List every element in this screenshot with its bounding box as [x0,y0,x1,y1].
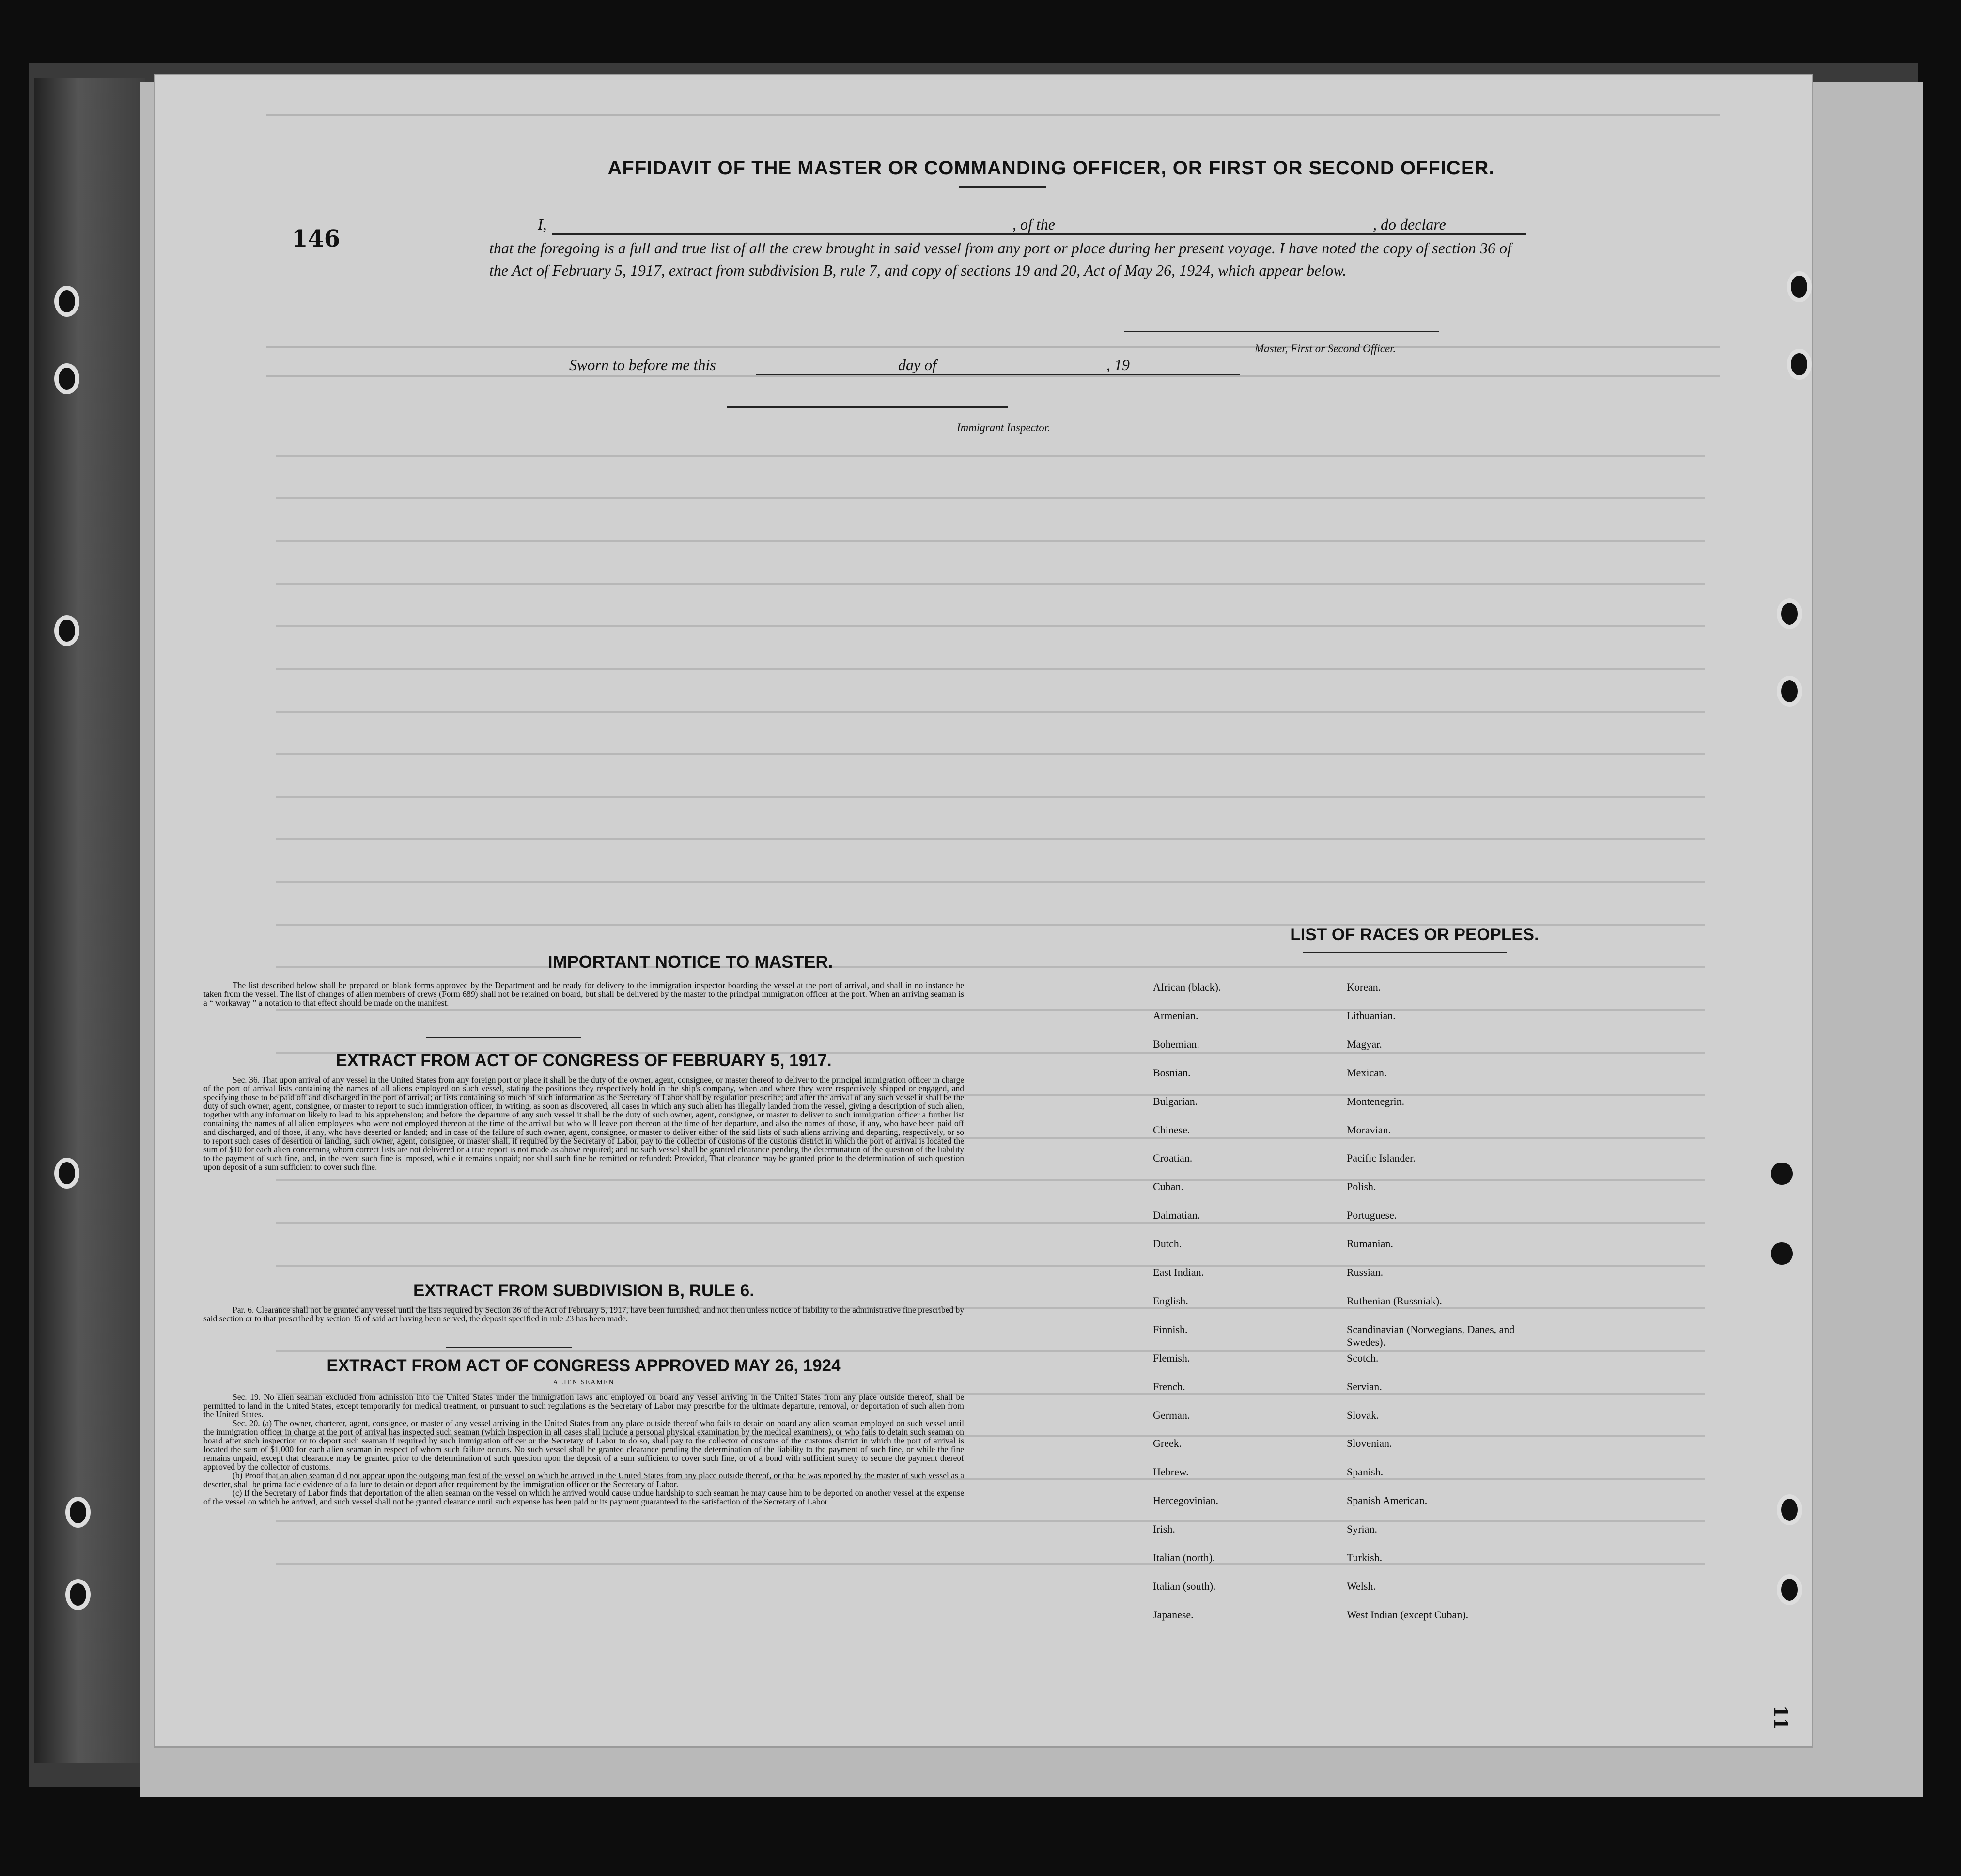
race-item: Scandinavian (Norwegians, Danes, and Swedes). [1347,1323,1515,1348]
master-signature-line [1124,331,1439,332]
race-item: German. [1153,1409,1190,1421]
notice-title: IMPORTANT NOTICE TO MASTER. [547,952,833,972]
extract-1924-body [203,1393,964,1506]
extract-rule6-title: EXTRACT FROM SUBDIVISION B, RULE 6. [413,1281,754,1300]
sworn-blank [756,374,1240,375]
binder-hole [1787,349,1812,380]
extract-rule6-body: Par. 6. Clearance shall not be granted any vessel until the lists required by Section 36 of the Act of February 5, 1917, have been furnished, and not then unless notice of liability to the administrative fine prescribed by said section or to that prescribed by section 35 of said act having been served, the deposit specified in rule 23 has been made. [203,1305,964,1323]
race-item: Japanese. [1153,1608,1194,1621]
vessel-blank [1075,233,1526,235]
inspector-signature-label: Immigrant Inspector. [957,421,1050,434]
race-item: Irish. [1153,1523,1175,1535]
punch-hole [1771,1242,1793,1265]
race-item: Welsh. [1347,1580,1376,1592]
binder-hole [54,615,79,646]
race-item: Pacific Islander. [1347,1152,1416,1164]
race-item: Moravian. [1347,1123,1391,1136]
race-item: Armenian. [1153,1009,1198,1022]
race-item: Slovak. [1347,1409,1379,1421]
sworn-prefix: Sworn to before me this [569,356,716,373]
notice-body: The list described below shall be prepared on blank forms approved by the Department and be ready for delivery to the immigration inspector boarding the vessel at the port of arrival, and shall in no instance be taken from the vessel. The list of changes of alien members of crews (Form 689) shall not be retained on board, but shall be delivered by the master to the principal immigration officer at the port. When an arriving seaman is a “ workaway ” a notation to that effect should be made on the manifest. [203,980,964,1008]
race-item: Korean. [1347,981,1381,993]
race-item: Flemish. [1153,1351,1190,1364]
do-declare-label: , do declare [1371,216,1446,233]
race-item: Bulgarian. [1153,1095,1198,1107]
binder-hole [1777,1494,1802,1525]
race-item: Bosnian. [1153,1066,1191,1079]
race-item: Syrian. [1347,1523,1377,1535]
rule6-rule [446,1347,572,1348]
race-item: Scotch. [1347,1351,1379,1364]
affidavit-body: that the foregoing is a full and true list of all the crew brought in said vessel from any port or place during her present voyage. I have noted the copy of section 36 of the Act of February 5, 1917, extract from subdivision B, rule 7, and copy of sections 19 and 20, Act of May 26, 1924, which appear below. [489,239,1511,279]
race-item: Greek. [1153,1437,1182,1450]
binder-hole [54,363,79,394]
races-title: LIST OF RACES OR PEOPLES. [1290,925,1539,944]
race-item: Servian. [1347,1380,1382,1393]
race-item: Turkish. [1347,1551,1383,1564]
corner-mark: 11 [1770,1705,1791,1730]
race-item: Hebrew. [1153,1466,1189,1478]
race-item: Mexican. [1347,1066,1387,1079]
race-item: Chinese. [1153,1123,1190,1136]
race-item: Croatian. [1153,1152,1193,1164]
affidavit-page [155,75,1812,1746]
binder-hole [1787,271,1812,302]
race-item: Dalmatian. [1153,1209,1200,1222]
binder-hole [65,1579,91,1610]
races-left-column [1153,981,1356,1717]
race-item: Lithuanian. [1347,1009,1396,1022]
races-rule [1303,952,1507,953]
race-item: Spanish American. [1347,1494,1428,1507]
binder-hole [54,286,79,317]
notice-rule [426,1037,581,1038]
title-rule [959,186,1046,188]
binder-hole [54,1158,79,1189]
race-item: Magyar. [1347,1038,1382,1050]
race-item: Dutch. [1153,1238,1182,1250]
year-label: , 19 [1105,356,1130,374]
day-of-label: day of [896,356,938,374]
sec-20c: (c) If the Secretary of Labor finds that deportation of the alien seaman on the vessel on which he arrived would cause undue hardship to such seaman he may cause him to be deported on another vessel at the expense of the vessel on which he arrived, and such vessel shall not be granted clearance until such expense has been paid or its payment guaranteed to the satisfaction of the Secretary of Labor. [203,1488,964,1506]
sec-20a: Sec. 20. (a) The owner, charterer, agent, consignee, or master of any vessel arriving in the United States from any place outside thereof who fails to detain on board any alien seaman employed on such vessel until the immigration officer in charge at the port of arrival has inspected such seaman (which inspection in all cases shall include a personal physical examination by the medical examiners), or who fails to detain such seaman on board after such inspection or to deport such seaman if required by such immigration officer or the Secretary of Labor to do so, shall pay to the collector of customs of the customs district in which the port of arrival is located the sum of $1,000 for each alien seaman in respect of whom such failure occurs. No such vessel shall be granted clearance pending the determination of the liability to the payment of such fine, or while the fine remains unpaid, except that clearance may be granted prior to the determination of such question upon the deposit of a sum sufficient to cover such fine, or of a bond with sufficient surety to secure the payment thereof approved by the collector of customs. [203,1418,964,1472]
race-item: Slovenian. [1347,1437,1392,1450]
extract-1917-body: Sec. 36. That upon arrival of any vessel in the United States from any foreign port or place it shall be the duty of the owner, agent, consignee, or master thereof to deliver to the principal immigration officer in charge of the port of arrival lists containing the names of all aliens employed on such vessel, stating the positions they respectively hold in the ship's company, when and where they were respectively shipped or engaged, and specifying those to be paid off and discharged in the port of arrival; or lists containing so much of such information as the Secretary of Labor shall by regulation prescribe; and after the arrival of any such vessel it shall be the duty of such owner, agent, consignee, or master to report to such immigration officer, in writing, as soon as discovered, all cases in which any such alien has illegally landed from the vessel, giving a description of such alien, together with any information likely to lead to his apprehension; and before the departure of any such vessel it shall be the duty of such owner, agent, consignee, or master to deliver to such immigration officer a further list containing the names of all alien employees who were not employed thereon at the time of the arrival but who will leave port thereon at the time of her departure, and also the names of those, if any, who have been paid off and discharged, and of those, if any, who have deserted or landed; and in case of the failure of such owner, agent, consignee, or master to deliver either of the said lists of such aliens arriving and departing, respectively, or so to report such cases of desertion or landing, such owner, agent, consignee, or master shall, if required by the Secretary of Labor, pay to the collector of customs of the customs district in which the port of arrival is located the sum of $10 for each alien concerning whom correct lists are not delivered or a true report is not made as above required; and no such vessel shall be granted clearance pending the determination of the question of the liability to the payment of such fine, and, in the event such fine is imposed, while it remains unpaid; nor shall such fine be remitted or refunded: Provided, That clearance may be granted prior to the determination of such question upon deposit of a sum sufficient to cover such fine. [203,1075,964,1172]
binder-hole [1777,1574,1802,1605]
race-item: West Indian (except Cuban). [1347,1608,1469,1621]
race-item: Montenegrin. [1347,1095,1405,1107]
binder-hole [65,1497,91,1528]
race-item: Spanish. [1347,1466,1384,1478]
race-item: Polish. [1347,1180,1376,1193]
inspector-signature-line [727,406,1008,408]
extract-1924-title: EXTRACT FROM ACT OF CONGRESS APPROVED MAY 26, 1924 [327,1356,841,1375]
sec-20b: (b) Proof that an alien seaman did not appear upon the outgoing manifest of the vessel on which he arrived in the United States from any place outside thereof, or that he was reported by the master of such vessel as a deserter, shall be prima facie evidence of a failure to detain or deport after requirement by the immigration officer or the Secretary of Labor. [203,1471,964,1489]
race-item: Finnish. [1153,1323,1188,1335]
punch-hole [1771,1163,1793,1185]
race-item: Russian. [1347,1266,1384,1278]
binder-hole [1777,598,1802,629]
race-item: English. [1153,1294,1188,1307]
races-right-column [1347,981,1618,1717]
race-item: French. [1153,1380,1185,1393]
sec-19: Sec. 19. No alien seaman excluded from admission into the United States under the immigration laws and employed on board any vessel arriving in the United States from any place outside thereof, shall be permitted to land in the United States, except temporarily for medical treatment, or pursuant to such regulations as the Secretary of Labor may prescribe for the ultimate departure, removal, or deportation of such alien from the United States. [203,1392,964,1419]
race-item: Cuban. [1153,1180,1183,1193]
race-item: Italian (north). [1153,1551,1215,1564]
race-item: Italian (south). [1153,1580,1216,1592]
race-item: Hercegovinian. [1153,1494,1218,1507]
of-the-label: , of the [1012,216,1057,233]
extract-1924-subtitle: ALIEN SEAMEN [553,1379,615,1386]
race-item: Bohemian. [1153,1038,1199,1050]
extract-1917-title: EXTRACT FROM ACT OF CONGRESS OF FEBRUARY 5, 1917. [336,1051,832,1070]
race-item: African (black). [1153,981,1221,993]
affidavit-title: AFFIDAVIT OF THE MASTER OR COMMANDING OFFICER, OR FIRST OR SECOND OFFICER. [607,157,1495,179]
race-item: East Indian. [1153,1266,1204,1278]
binder-hole [1777,676,1802,707]
race-item: Portuguese. [1347,1209,1397,1222]
race-item: Rumanian. [1347,1238,1393,1250]
race-item: Ruthenian (Russniak). [1347,1294,1442,1307]
declarant-prefix: I, [538,216,547,233]
master-signature-label: Master, First or Second Officer. [1255,342,1396,355]
page-number: 146 [292,225,341,252]
